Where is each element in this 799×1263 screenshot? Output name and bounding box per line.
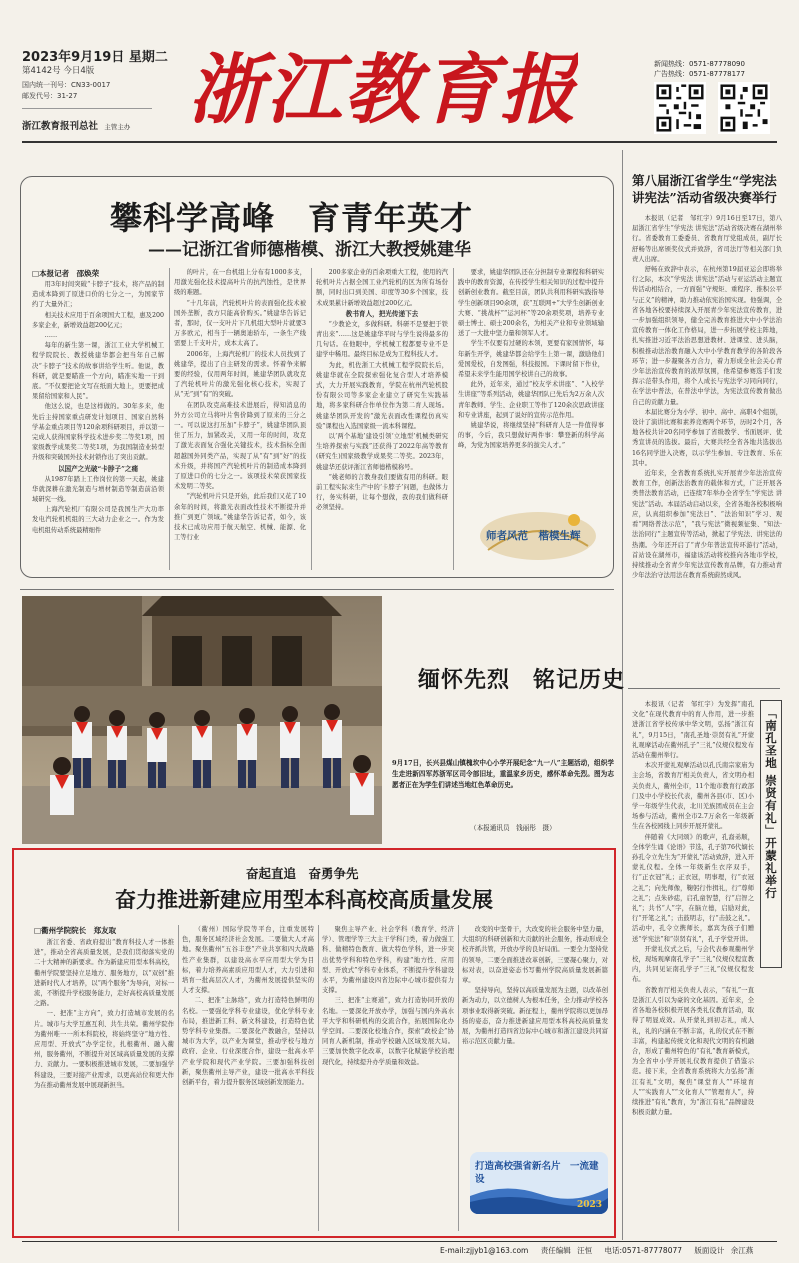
ad-hotline: 广告热线：0571-87778177 [654,70,745,78]
footer-designer: 余江燕 [730,1246,754,1255]
footer-editor-label: 责任编辑 [540,1246,571,1255]
banner-label: 2023 [576,1200,602,1210]
footer-phone: 电话:0571-87778077 [604,1246,683,1255]
feature-col2: （衢州）国际学院等平台，注重发展特色，服务区域经济社会发展。二要做大人才高地。聚焦衢州“五谷丰登”产业共享和四大战略性产业集群，以建设高水平应用型大学为目标，着力培养高素质应用型人才，大力引进和培育一批高层次人才，为衢州发展提供坚实的人才支撑。 二、把准“主脉络”，致力打造特色鲜明的名校。一要强化学科专业建设，优化学科专业布局，推进新工科、新文科建设，打造特色优势学科专业集群。二要深化产教融合，坚持以城市为大学，以产业为课堂，推动学校与地方政府、企业、行业深度合作，建设一批高水平产业学院和现代产业学院。三要加强科技创新，聚焦衢州主导产业，建设一批高水平科技创新平台，着力提升服务区域创新发展能力。 [182,926,314,1087]
feature-byline: □衢州学院院长 郑友取 [34,926,117,935]
publisher [22,118,130,132]
top-story-col3: 200多家企业的百余项重大工程，使用的汽轮机叶片占据全国工业汽轮机的区为所有场份额，同时出口到美国、印度等30多个国家，技术成果累计新增效益超过200亿元。 教书育人，把光传递下去 “少教论文，多做科研。科研不是要把于铁青出来”……这是姚建华平时与学生说得最多的几句话。在他眼中，学机械工程都要专业不是建学中稀用。最终目标是成为工程科技人才。 为此，机佐浙工大机械工程学院院长后，姚建华就在全院探索强化复合型人才培养模式，大力开展实践教育，学院在杭州汽轮机股份有限公司等多家企业建立了研究生实践基地，将多家科研合作单位作为第二育人现场。姚建华团队开发的“激光表面改性课程仿真实验”课程也入选国家级一流本科课程。 以‘两个基地’建设引领‘立地型’机械类研究生培养探索与实践”还获得了2022年高等教育(研究生)国家级教学成果奖二等奖。2023年，姚建华还获评浙江省师德楷模称号。 “姚老师的言教身我们要做有用的科研。眼前工程实际来生产中的‘卡脖子’问题，也做体力行，务实科研，让每个想做，我的我们做科研必须坚持。 [316,269,448,512]
photo-credit: （本报通讯员 钱丽彤 摄） [470,824,556,832]
footer [440,1245,780,1256]
right-top-headline: 第八届浙江省学生“学宪法 讲宪法”活动省级决赛举行 [632,173,777,205]
qr-code-icon [718,82,770,134]
top-story-col3-subhead: 教书育人，把光传递下去 [345,309,419,318]
right-bottom-headline: 「南孔圣地 崇贤有礼」开蒙礼举行 [760,700,782,968]
issue-number: 第4142号 今日4版 [22,66,95,76]
top-story-byline: □本报记者 邵焕荣 [32,269,100,278]
right-top-body: 本报讯（记者 邹红宇）9月16日至17日，第八届浙江省学生“学宪法 讲宪法”活动省级决赛在湖州举行。省委教育工委委员、省教育厅党组成员，副厅长舒畅等出席颁奖仪式并致辞，省司法厅等相关部门负责人出席。 舒畅在致辞中表示，在杭州第19届亚运会即将举行之际，本次“学宪法 讲宪法”活动与亚运活动主题宣传活动相结合，一方面强“守规矩、重程序、推积公平与正义”的精神，助力推动依宪治国实现。他强调，全省各地各校要持续深入开展青少年宪法宣传教育，进一步加强组织领导，健全完善教育推进大中小学法治宣传教育一体化工作格局，进一步拓展学校主阵地，扎实推进习近平法治思想进教材、进课堂、进头脑，积极推动法治教育融入大中小学教育教学的各阶段各环节；进一步凝聚各方合力，着力形成全社会关心青少年法治宣传教育的浓厚氛围，他希望参赛选手们发挥示范带头作用，将个人成长与宪法学习同向同行，在学法中普法，在普法中学法，为宪法宣传教育做出自己的贡献力量。 本届比赛分为小学、初中、高中、高职4个组别，设计了演讲比赛和素养竞赛两个环节，历时2个月，各地各校共计20名同学参加了省级教学、书面展评、优秀宣讲员的选拔。最后，大赛共经全省各地共选拔出16名同学进入决赛，以示学生参加、专注教育、乐在其中。 近年来，全省教育系统扎实开展青少年法治宣传教育工作，创新法治教育的载体和方式，广泛开展各类普法教育活动，已连续7年举办全省学生“学宪法 讲宪法”活动。本届活动启动以来，全省各地各校积极响应，认真组织参加“宪法日”、“法治知识”学习、观看“网络普法示范”，“我与宪法”微视频征集、“知法·法治同行”主题宣传等活动，掀起了学宪法、讲宪法的热潮。今年还开启了“青少年普法宣传环游行”活动，首站设在湖州市，福建该活动将校推向各地市学校，持续推动全省青少年宪法宣传教育品牌，有力推动青少年法治守法用法在教育系统蔚然成风。 [632,215,782,580]
right-bottom-body: 本报讯（记者 邹红宇）为发挥“南孔文化”在现代教育中的育人作用，进一步推进浙江省学校传承中华文明，弘扬“浙江有礼”，9月15日，“南孔圣地·崇贤有礼”开蒙礼观摩活动在衢州孔子“三礼”仪规仪程发布活动在衢州举行。 本次开蒙礼观摩活动以孔氏南宗家庙为主会场，省教育厅相关负责人，省文明办相关负责人，衢州全市，11个地市教育行政部门及中小学校长代表，衢州各县(市、区)小学一年级学生代表，北川羌族团成员在主会场参与活动，衢州全市2.7万余名一年级新生在各校园线上同步开展开蒙礼。 伴随着《大同颂》的歌声，孔裔弟顺，全体学生诵《论语》节选，孔子第76代嫡长孙孔令立先生为“开蒙礼”活动致辞，进入开蒙礼仪程。全体一年级新生衣序双手，行“正衣冠”礼；正衣冠，明事理，行“衣冠之礼”；向先师像，鞠躬行作揖礼，行“尊师之礼”；点朱砂痣，启孔童智慧，行“启智之礼”；共书“人”字，在脑立德，启励对此，行“开笔之礼”；击鼓明志，行“击鼓之礼”。活动中，孔令立携师长，嘉宾为孩子们赠送“学宪法”和“崇贤有礼”，孔子学堂开讲。 开蒙礼仪式之后，与会代表参观衢州学校，现场观摩南孔学子“三礼”仪规仪程宣教内，共同见证南孔学子“三礼”仪规仪程发布。 省教育厅相关负责人表示，“有礼”一直是浙江人引以为豪的文化基因。近年来，全省各地各校积极开展各类礼仪教育活动，取得了明显成效。从开蒙礼到初志礼，成人礼，礼的内涵在不断丰富，礼的仪式在不断丰富，构建起传统文化和现代文明的有机融合，形成了衢州特色的“有礼”教育新模式，为全省中小学开展礼仪教育提供了借鉴示范。接下来，全省教育系统将大力弘扬“浙江有礼”文明，聚焦“课堂育人”“环境育人”“实践育人”“文化育人”“管理育人”，持续推进“有礼”教育，为“浙江有礼”品牌建设积极贡献力量。 [632,701,754,1117]
top-story-col1-subhead: 以国产之光破“卡脖子”之痛 [57,464,139,473]
publisher-name: 浙江教育报刊总社 [22,121,99,132]
news-hotline: 新闻热线：0571-87778090 [654,60,745,68]
masthead-logo [188,48,578,132]
photo-story-caption: 9月17日，长兴县煤山镇槐坎中心小学开展纪念“九一八”主题活动，组织学生走进新四军苏浙军区司令部旧址，重温家乡历史，感怀革命先烈。图为志愿者正在为学生们讲述当地红色革命历史。 [392,759,614,789]
feature-kicker: 奋起直追 奋勇争先 [246,866,359,881]
photo-story-headline: 缅怀先烈 铭记历史 [418,667,626,693]
students-memorial-photo [22,596,382,844]
top-story-col2: 的叶片，在一台机组上分布有1000多支，用激光强化技术提高叶片的抗汽蚀性，是世界级的难题。 “十几年前，汽轮机叶片的表面强化技术被国外垄断，我方只能高价购买。”姚建华告诉记者，那时，仅一支叶片下几机组大型叶片就要3万多欧元，相当于一辆奥迪轿车，一条生产线需要上千支叶片，成本太高了。 2006年，上海汽轮机厂的技术人员找到了姚建华，提出了自主研发的需求。怀着争来解要的经验，仅用两年时间，姚建华团队就攻克了汽轮机叶片的激光强化核心技术，实现了从“无”到“有”的突破。 在团队攻克高难技术进展后，得知消息的外方公司立马将叶片售价降到了原来的三分之一。可以说这打压加“卡脖子”，姚建华团队顶住了压力，加紧改关，又用一年的时间，攻克了激光表面复合强化关键技术，技术指标全面超越国外同类产品，实现了从“有”到“好”的技术升级，并将国产汽轮机叶片的制造成本降到了原进口价的七分之一。该项技术荣获国家技术发明二等奖。 “汽轮机叶片只是开始，此后我们又花了10余年的时间，将激光表面改性技术不断提升并推广到更广领域。”姚建华告诉记者，如今，该技术已成功应用于航天航空、机械、能源、化工等行业 [174,269,306,542]
cn-code: 国内统一刊号：CN33-0017 [22,81,111,89]
top-story-subheadline: ——记浙江省师德楷模、浙江大教授姚建华 [148,240,471,260]
top-story-col4: 要求，姚建华团队还在分担制专业课程和科研实践中的教育资源，在传授学生相关知识的过程中提升创新创业教育。截至目前，团队共利用科研实践指导学生创新项目90余项，获“互联网+”大学生创新创业大赛、“挑战杯”“运河杯”等20余项奖项，培养专业硕士博士、硕士200余名，为相关产业和专业领域输送了一大批中坚力量和领军人才。 学生不仅要有过硬的本领，更要有家国情怀，每年新生开学，姚建华都会给学生上第一课，激励他们爱国爱校，自发图强，科技报国。下课时留下作业，希望未来学生能用国学校讲自己的故事。 此外，近年来，通过“校友学术讲座”、“入校学生讲座”等系列活动，姚建华团队已先后为2万余人次青年教师、学生、企业职工等作了120余次思政讲座和专业讲座，起到了说好的宣传示范作用。 姚建华说，将继续坚持“科研育人是一件值得事的事，今后，我只想做好两件事：攀登新的科学高峰，为党为国家培养更多的拔尖人才。” [458,269,604,450]
banner-text: 打造高校强省新名片 一流建设 [475,1161,599,1185]
publisher-role: 主管主办 [104,123,131,131]
column-tag [478,506,598,564]
footer-designer-label: 版面设计 [694,1246,725,1255]
logo-text: 浙江教育报 [188,48,578,132]
feature-headline: 奋力推进新建应用型本科高校高质量发展 [115,887,493,912]
top-story-headline: 攀科学高峰 育青年英才 [110,199,474,237]
qr-code-icon [654,82,706,134]
column-tag-text: 师者风范 楷模生辉 [486,530,581,542]
feature-col1: 浙江省委、省政府提出“教育科技人才一体推进”，推动全省高质量发展，是我们贯彻落实党的二十大精神的新要求。作为新建应用型本科高校，衢州学院要坚持立足地方、服务地方，以“双创”推进新时代人才培养，以“两个服务”为导向，对标一流，不断提升学校服务能力，走好高校高质量发展之路。 一、把准“主方向”，致力打造城市发展的名片。城市与大学互惠互利、共生共荣。衢州学院作为衢州唯一一所本科院校，将始终坚守“地方性、应用型、开放式”办学定位，扎根衢州、融入衢州，服务衢州，不断提升对区域高质量发展的支撑力、贡献力。一要积极推进城市发展，二要加强学科建设，三要对接产业需求，以更高站位和更大作为在推动衢州发展中展现新担当。 [34,939,174,1089]
feature-col3: 聚焦主导产业、社会学科（教育学、经济学）、管理学等三大主干学科门类，着力做强工科、做精特色教育、做大特色学科，进一步突出优势学科和特色学科，构建“地方性、应用型、开放式”学科专业体系，不断提升学科建设水平，为衢州建设四省边际中心城市提供有力支撑。 三、把准“主赛道”，致力打造协同开放的名地。一要深化开放办学，加强与国内外高水平大学和科研机构的交流合作，拓展国际化办学空间。二要深化校地合作，探索“政校企”协同育人新机制，推动学校融入区域发展大局。三要加快数字化改革，以数字化赋能学校治理现代化，持续提升办学质量和效益。 [322,926,454,1066]
footer-editor: 汪恒 [577,1246,593,1255]
postal-code: 邮发代号：31-27 [22,92,78,100]
footer-email: E-mail:zjjyb1@163.com [440,1246,529,1255]
photo-story-image [22,596,382,844]
feature-banner [470,1152,608,1214]
top-story-col1: 用3年时间突破“卡脖子”技术，将产品的制造成本降到了原进口价的七分之一，为国家节约了大量外汇； 相关技术应用于百余项国大工程，惠及200多家企业，新增效益超200亿元； …… 每年的新生第一课，浙江工业大学机械工程学院院长、教授姚建华都会把当年自己解决“卡脖子”技术的故事讲给学生听。他说，教科研，就是要瞄准一个方向，瞄准实地一干到底。“不仅要把论文写在纸面大地上，更要把成果留给国家和人民”。 他这么说，也是这样做的。30年多来，他先后主持国家重点研发计划项目、国家自然科学基金重点项目等120余项科研项目，并以第一完成人获得国家科学技术进步奖二等奖1项，国家级教学成果奖二等奖1项，为我国制造业转型升级和突破国外技术封锁作出了突出贡献。 以国产之光破“卡脖子”之痛 从1987年踏上工作岗位的第一天起，姚建华就深耕在激光制造与增材制造等制造前沿领域研究一线。 上海汽轮机厂有限公司是我国生产大功率发电汽轮机机组的三大动力企业之一。作为发电机组传动系统最精细件 [32,281,164,534]
issue-date: 2023年9月19日 星期二 [22,50,168,65]
feature-col4: 改变的中坚骨干，大改变的社会服务中坚力量，大组织的科研创新和大贡献的社会服务，推动形成全校齐抓共管，开放办学的良好局面。一要全力坚持党的领导，二要全面推进改革创新，三要凝心聚力，对标对表，以奋进姿态书写衢州学院高质量发展新篇章。 坚持导向，坚持以高质量发展为主题，以改革创新为动力，以立德树人为根本任务，全力推动学校各项事业取得新突破。新征程上，衢州学院将以更加昂扬的姿态，奋力推进新建应用型本科高校高质量发展，为衢州打造四省边际中心城市和浙江建设共同富裕示范区贡献力量。 [462,926,608,1046]
